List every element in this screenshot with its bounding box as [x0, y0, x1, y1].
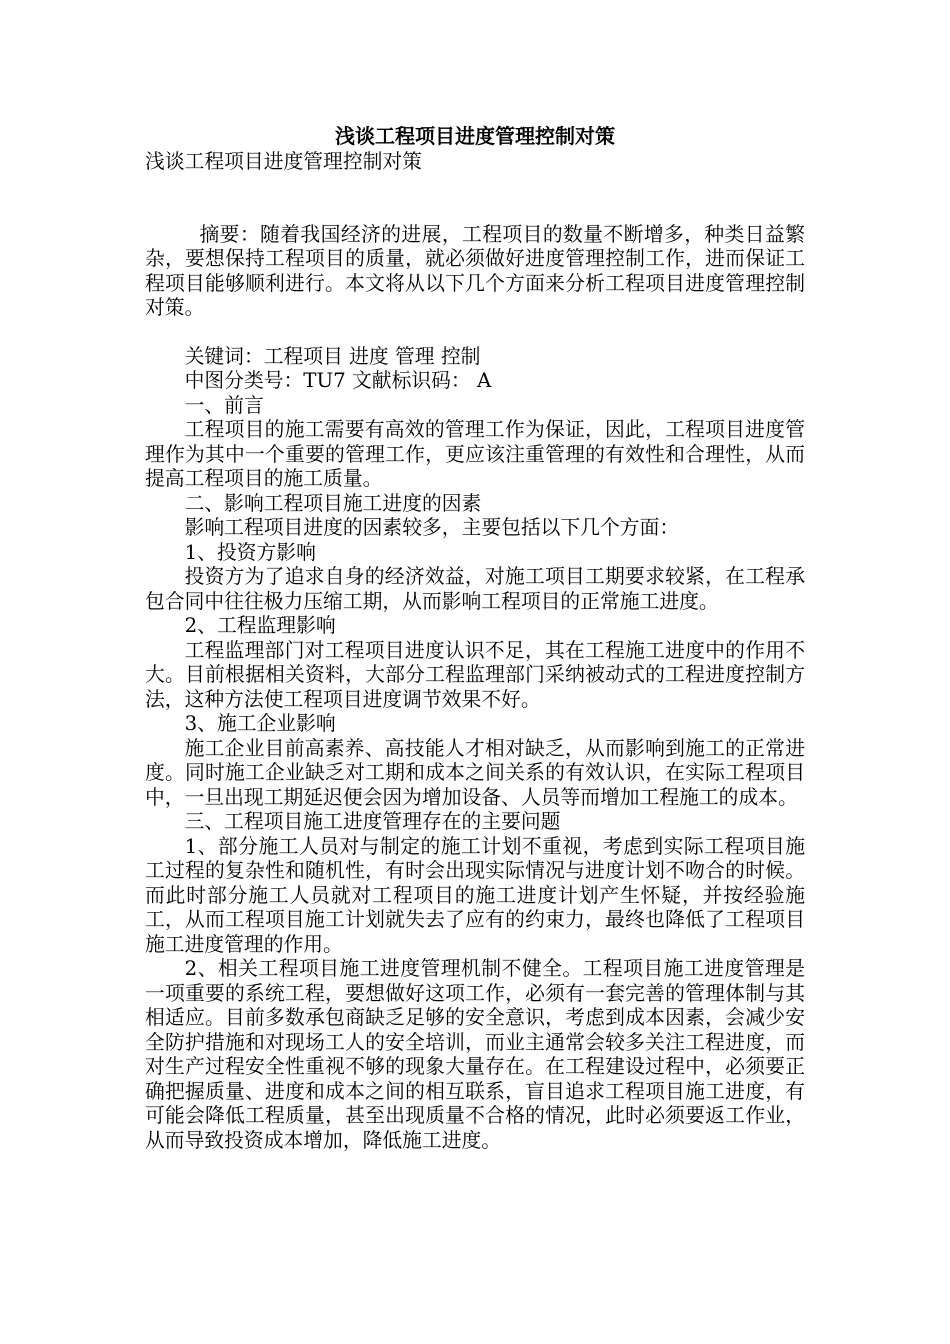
- section-heading-problems: 三、工程项目施工进度管理存在的主要问题: [184, 810, 561, 833]
- body-paragraph: 影响工程项目进度的因素较多，主要包括以下几个方面：: [184, 516, 680, 539]
- subsection-heading-supervision: 2、工程监理影响: [184, 614, 336, 637]
- document-subtitle: 浅谈工程项目进度管理控制对策: [145, 150, 422, 173]
- document-title: 浅谈工程项目进度管理控制对策: [335, 124, 615, 148]
- section-heading-factors: 二、影响工程项目施工进度的因素: [184, 491, 482, 515]
- body-paragraph: 工程项目的施工需要有高效的管理工作为保证，因此，工程项目进度管理作为其中一个重要的管理工作，更应该注重管理的有效性和合理性，从而提高工程项目的施工质量。: [145, 418, 805, 490]
- subsection-heading-investor: 1、投资方影响: [184, 540, 316, 564]
- body-paragraph: 投资方为了追求自身的经济效益，对施工项目工期要求较紧，在工程承包合同中往往极力压缩工期，从而影响工程项目的正常施工进度。: [145, 565, 805, 613]
- document-body: [145, 150, 805, 1153]
- body-paragraph: 2、相关工程项目施工进度管理机制不健全。工程项目施工进度管理是一项重要的系统工程，要想做好这项工作，必须有一套完善的管理体制与其相适应。目前多数承包商缺乏足够的安全意识，考虑到成本因素，会减少安全防护措施和对现场工人的安全培训，而业主通常会较多关注工程进度，而对生产过程安全性重视不够的现象大量存在。在工程建设过程中，必须要正确把握质量、进度和成本之间的相互联系，盲目追求工程项目施工进度，有可能会降低工程质量，甚至出现质量不合格的情况，此时必须要返工作业，从而导致投资成本增加，降低施工进度。: [145, 957, 805, 1152]
- body-paragraph: 1、部分施工人员对与制定的施工计划不重视，考虑到实际工程项目施工过程的复杂性和随机性，有时会出现实际情况与进度计划不吻合的时候。而此时部分施工人员就对工程项目的施工进度计划产生怀疑，并按经验施工，从而工程项目施工计划就失去了应有的约束力，最终也降低了工程项目施工进度管理的作用。: [145, 834, 805, 956]
- subsection-heading-contractor: 3、施工企业影响: [184, 712, 336, 735]
- body-paragraph: 工程监理部门对工程项目进度认识不足，其在工程施工进度中的作用不大。目前根据相关资料，大部分工程监理部门采纳被动式的工程进度控制方法，这种方法使工程项目进度调节效果不好。: [145, 638, 805, 711]
- classification-line: 中图分类号：TU7 文献标识码： A: [184, 369, 492, 392]
- section-heading-foreword: 一、前言: [184, 393, 264, 417]
- keywords-line: 关键词：工程项目 进度 管理 控制: [184, 344, 481, 368]
- body-paragraph: 施工企业目前高素养、高技能人才相对缺乏，从而影响到施工的正常进度。同时施工企业缺乏对工期和成本之间关系的有效认识，在实际工程项目中，一旦出现工期延迟便会因为增加设备、人员等而增加工程施工的成本。: [145, 736, 805, 809]
- abstract-paragraph: 摘要：随着我国经济的进展，工程项目的数量不断增多，种类日益繁杂，要想保持工程项目的质量，就必须做好进度管理控制工作，进而保证工程项目能够顺利进行。本文将从以下几个方面来分析工程项目进度管理控制对策。: [145, 222, 805, 319]
